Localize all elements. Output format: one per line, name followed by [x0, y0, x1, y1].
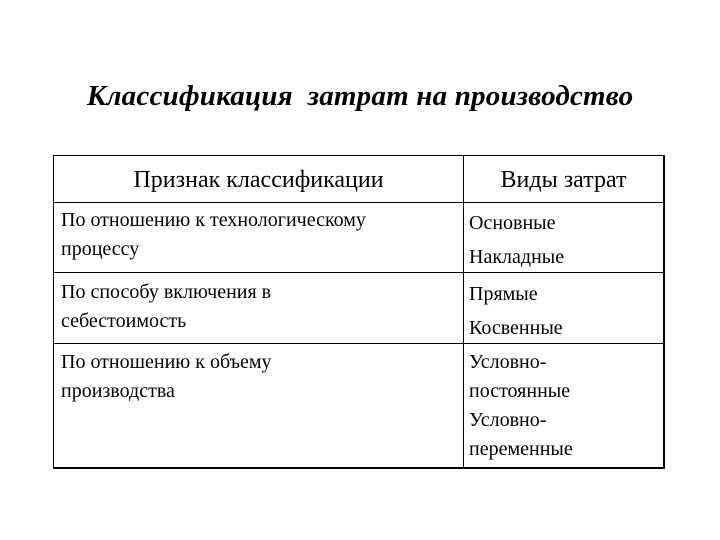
cell-text: По отношению к технологическому: [61, 209, 366, 231]
classification-table: [53, 155, 665, 469]
cell-text: Косвенные: [469, 317, 563, 339]
cell-text: Прямые: [469, 283, 538, 305]
table-row-3-criterion: [61, 348, 459, 406]
cell-text: По способу включения в: [61, 281, 272, 303]
cell-text: себестоимость: [61, 310, 187, 332]
cell-text: Основные: [469, 212, 556, 234]
cell-text: постоянные: [469, 380, 571, 402]
cell-text: Условно-: [469, 351, 547, 373]
cell-text: переменные: [469, 438, 573, 460]
header-divider: [54, 202, 663, 203]
cell-text: По отношению к объему: [61, 351, 272, 373]
table-row-1-criterion: [61, 206, 459, 264]
table-row-2-criterion: [61, 278, 459, 336]
table-row-2-types: [469, 277, 659, 345]
slide-title: Классификация затрат на производство: [86, 80, 634, 112]
table-row-1-types: [469, 206, 659, 274]
cell-text: процессу: [61, 238, 140, 260]
cell-text: Накладные: [469, 246, 565, 268]
cell-text: Условно-: [469, 409, 547, 431]
header-cost-types: Виды затрат: [500, 167, 627, 193]
table-row-3-types: [469, 348, 659, 464]
header-criterion: Признак классификации: [133, 167, 384, 193]
cell-text: производства: [61, 380, 175, 402]
